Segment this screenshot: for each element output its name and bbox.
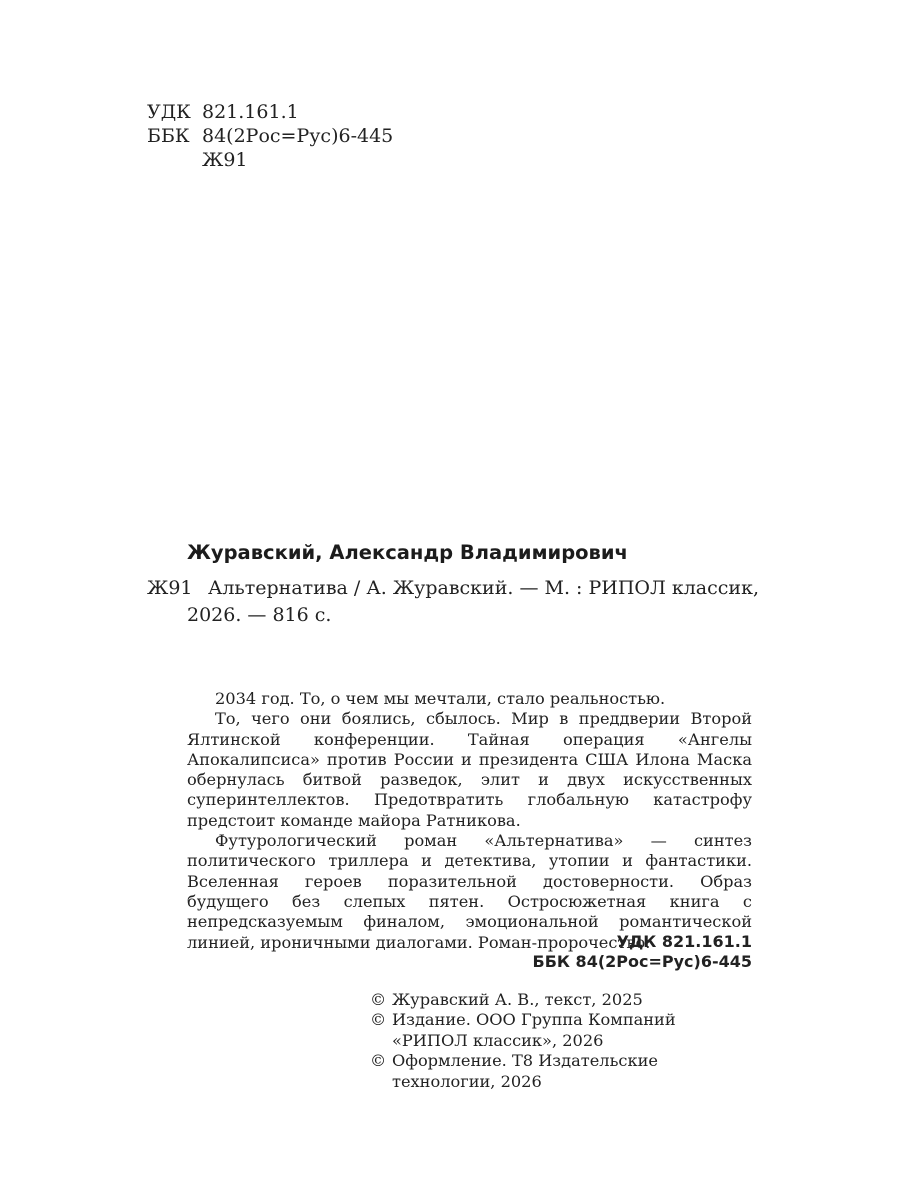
top-udk-value: 821.161.1 (202, 101, 299, 123)
bib-row-1 (147, 575, 759, 602)
author-heading: Журавский, Александр Владимирович (187, 541, 628, 564)
copyright-block (370, 990, 755, 1092)
annotation-paragraph: Футурологический роман «Альтернатива» — синтез политического триллера и детектива, утопии и фантастики. Вселенная героев поразительной достоверности. Образ будущего без слепых пятен. Остросюжетная книга с непредсказуемым финалом, эмоциональной романтической линией, ироничными диалогами. Роман-пророчество. (187, 831, 752, 952)
bib-line-2: 2026. — 816 с. (187, 604, 332, 626)
copyright-item (370, 990, 755, 1010)
top-bbk-label: ББК (147, 125, 190, 147)
top-bbk-row (147, 124, 393, 148)
bbk-code: ББК 84(2Рос=Рус)6-445 (532, 952, 752, 971)
top-classification-block (147, 100, 393, 172)
annotation-paragraph: 2034 год. То, о чем мы мечтали, стало реальностью. (215, 689, 666, 708)
bib-line-1: Альтернатива / А. Журавский. — М. : РИПОЛ классик, (207, 577, 759, 599)
bib-author-mark: Ж91 (147, 577, 193, 599)
udk-code: УДК 821.161.1 (616, 932, 752, 951)
bibliographic-description (147, 575, 759, 629)
classification-codes (533, 932, 752, 972)
top-bbk-value: 84(2Рос=Рус)6-445 (202, 125, 394, 147)
copyright-text: Оформление. Т8 Издательские технологии, 2026 (392, 1051, 658, 1091)
top-author-mark: Ж91 (202, 149, 248, 171)
copyright-item (370, 1051, 755, 1092)
copyright-text: Журавский А. В., текст, 2025 (392, 990, 643, 1009)
copyright-text: Издание. ООО Группа Компаний «РИПОЛ классик», 2026 (392, 1010, 676, 1050)
top-udk-label: УДК (147, 101, 191, 123)
copyright-icon: © (370, 1010, 387, 1030)
copyright-icon: © (370, 1051, 387, 1071)
top-author-mark-row (147, 148, 393, 172)
copyright-icon: © (370, 990, 387, 1009)
copyright-item (370, 1010, 755, 1051)
top-udk-row (147, 100, 393, 124)
annotation-paragraph: То, чего они боялись, сбылось. Мир в преддверии Второй Ялтинской конференции. Тайная операция «Ангелы Апокалипсиса» против России и президента США Илона Маска обернулась битвой разведок, элит и двух искусственных суперинтеллектов. Предотвратить глобальную катастрофу предстоит команде майора Ратникова. (187, 709, 752, 830)
annotation (187, 689, 752, 953)
